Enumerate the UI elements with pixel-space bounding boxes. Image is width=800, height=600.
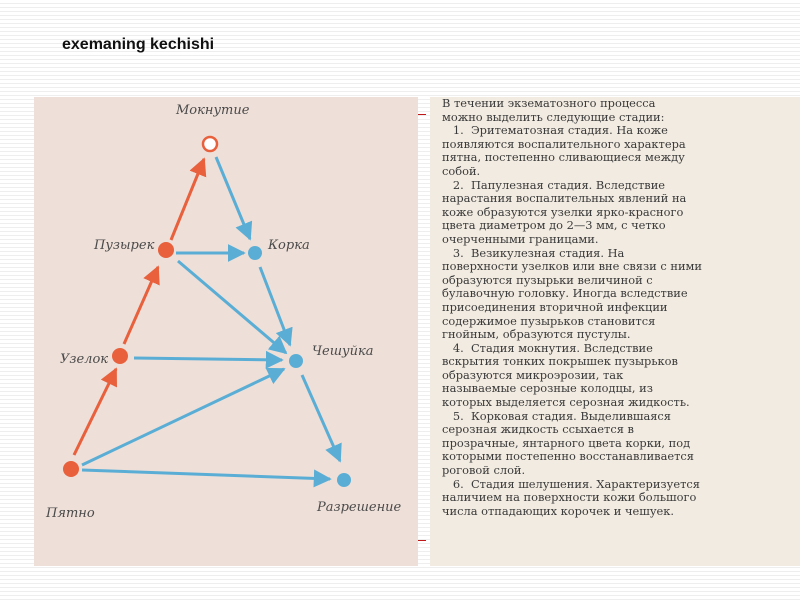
label-top: Мокнутие xyxy=(176,103,250,118)
label-scale: Чешуйка xyxy=(312,344,374,359)
label-nodule: Узелок xyxy=(60,352,109,367)
text-line: называемые серозные колодцы, из xyxy=(442,381,653,396)
text-line: можно выделить следующие стадии: xyxy=(442,109,665,124)
arrow-nodule-to-scale xyxy=(134,358,282,360)
text-line: 4. Стадия мокнутия. Вследствие xyxy=(442,340,653,355)
text-line: наличием на поверхности кожи большого xyxy=(442,490,697,505)
arrow-top-to-crust xyxy=(216,157,250,239)
tick-mark-bottom xyxy=(418,540,426,541)
node-nodule xyxy=(112,348,128,364)
text-line: вскрытия тонких покрышек пузырьков xyxy=(442,354,678,369)
text-line: поверхности узелков или вне связи с ними xyxy=(442,259,703,274)
text-line: которых выделяется серозная жидкость. xyxy=(442,395,690,410)
arrow-scale-to-resolution xyxy=(302,375,340,461)
text-line: цвета диаметром до 2—3 мм, с четко xyxy=(442,218,666,233)
text-line: 5. Корковая стадия. Выделившаяся xyxy=(442,408,671,423)
text-line: появляются воспалительного характера xyxy=(442,136,686,151)
text-line: присоединения вторичной инфекции xyxy=(442,299,668,314)
text-line: серозная жидкость ссыхается в xyxy=(442,422,634,437)
node-spot xyxy=(63,461,79,477)
label-resolution: Разрешение xyxy=(317,500,402,515)
text-line: 6. Стадия шелушения. Характеризуется xyxy=(442,476,700,491)
text-line: В течении экзематозного процесса xyxy=(442,97,656,110)
arrow-spot-to-resolution xyxy=(82,470,330,479)
text-line: содержимое пузырьков становится xyxy=(442,313,656,328)
text-line: роговой слой. xyxy=(442,463,526,478)
text-line: булавочную головку. Иногда вследствие xyxy=(442,286,688,301)
arrow-spot-to-nodule xyxy=(74,369,116,455)
node-scale xyxy=(289,354,303,368)
text-line: числа отпадающих корочек и чешуек. xyxy=(442,503,675,518)
text-line: коже образуются узелки ярко-красного xyxy=(442,204,684,219)
text-line: нарастания воспалительных явлений на xyxy=(442,191,687,206)
arrow-nodule-to-blister xyxy=(124,267,158,344)
text-line: образуются пузырьки величиной с xyxy=(442,272,653,287)
text-line: образуются микроэрозии, так xyxy=(442,367,624,382)
label-crust: Корка xyxy=(268,238,310,253)
node-top xyxy=(203,137,217,151)
arrow-blister-to-scale xyxy=(178,261,286,353)
label-blister: Пузырек xyxy=(94,238,155,253)
stages-text-panel xyxy=(430,97,800,566)
text-line: собой. xyxy=(442,163,481,178)
node-resolution xyxy=(337,473,351,487)
stages-text xyxy=(442,97,792,518)
text-line: 2. Папулезная стадия. Вследствие xyxy=(442,177,666,192)
text-line: 3. Везикулезная стадия. На xyxy=(442,245,625,260)
label-spot: Пятно xyxy=(46,506,95,521)
text-line: пятна, постепенно сливающиеся между xyxy=(442,150,685,165)
text-line: прозрачные, янтарного цвета корки, под xyxy=(442,435,691,450)
text-line: которыми постепенно восстанавливается xyxy=(442,449,694,464)
text-line: гнойным, образуются пустулы. xyxy=(442,327,631,342)
node-crust xyxy=(248,246,262,260)
text-line: очерченными границами. xyxy=(442,231,599,246)
diagram-svg xyxy=(34,97,418,566)
arrow-spot-to-scale xyxy=(82,369,284,465)
node-blister xyxy=(158,242,174,258)
slide-title: exemaning kechishi xyxy=(62,36,215,53)
arrow-blister-to-top xyxy=(171,159,204,240)
text-line: 1. Эритематозная стадия. На коже xyxy=(442,123,668,138)
tick-mark-top xyxy=(418,114,426,115)
eczema-stage-diagram xyxy=(34,97,418,566)
